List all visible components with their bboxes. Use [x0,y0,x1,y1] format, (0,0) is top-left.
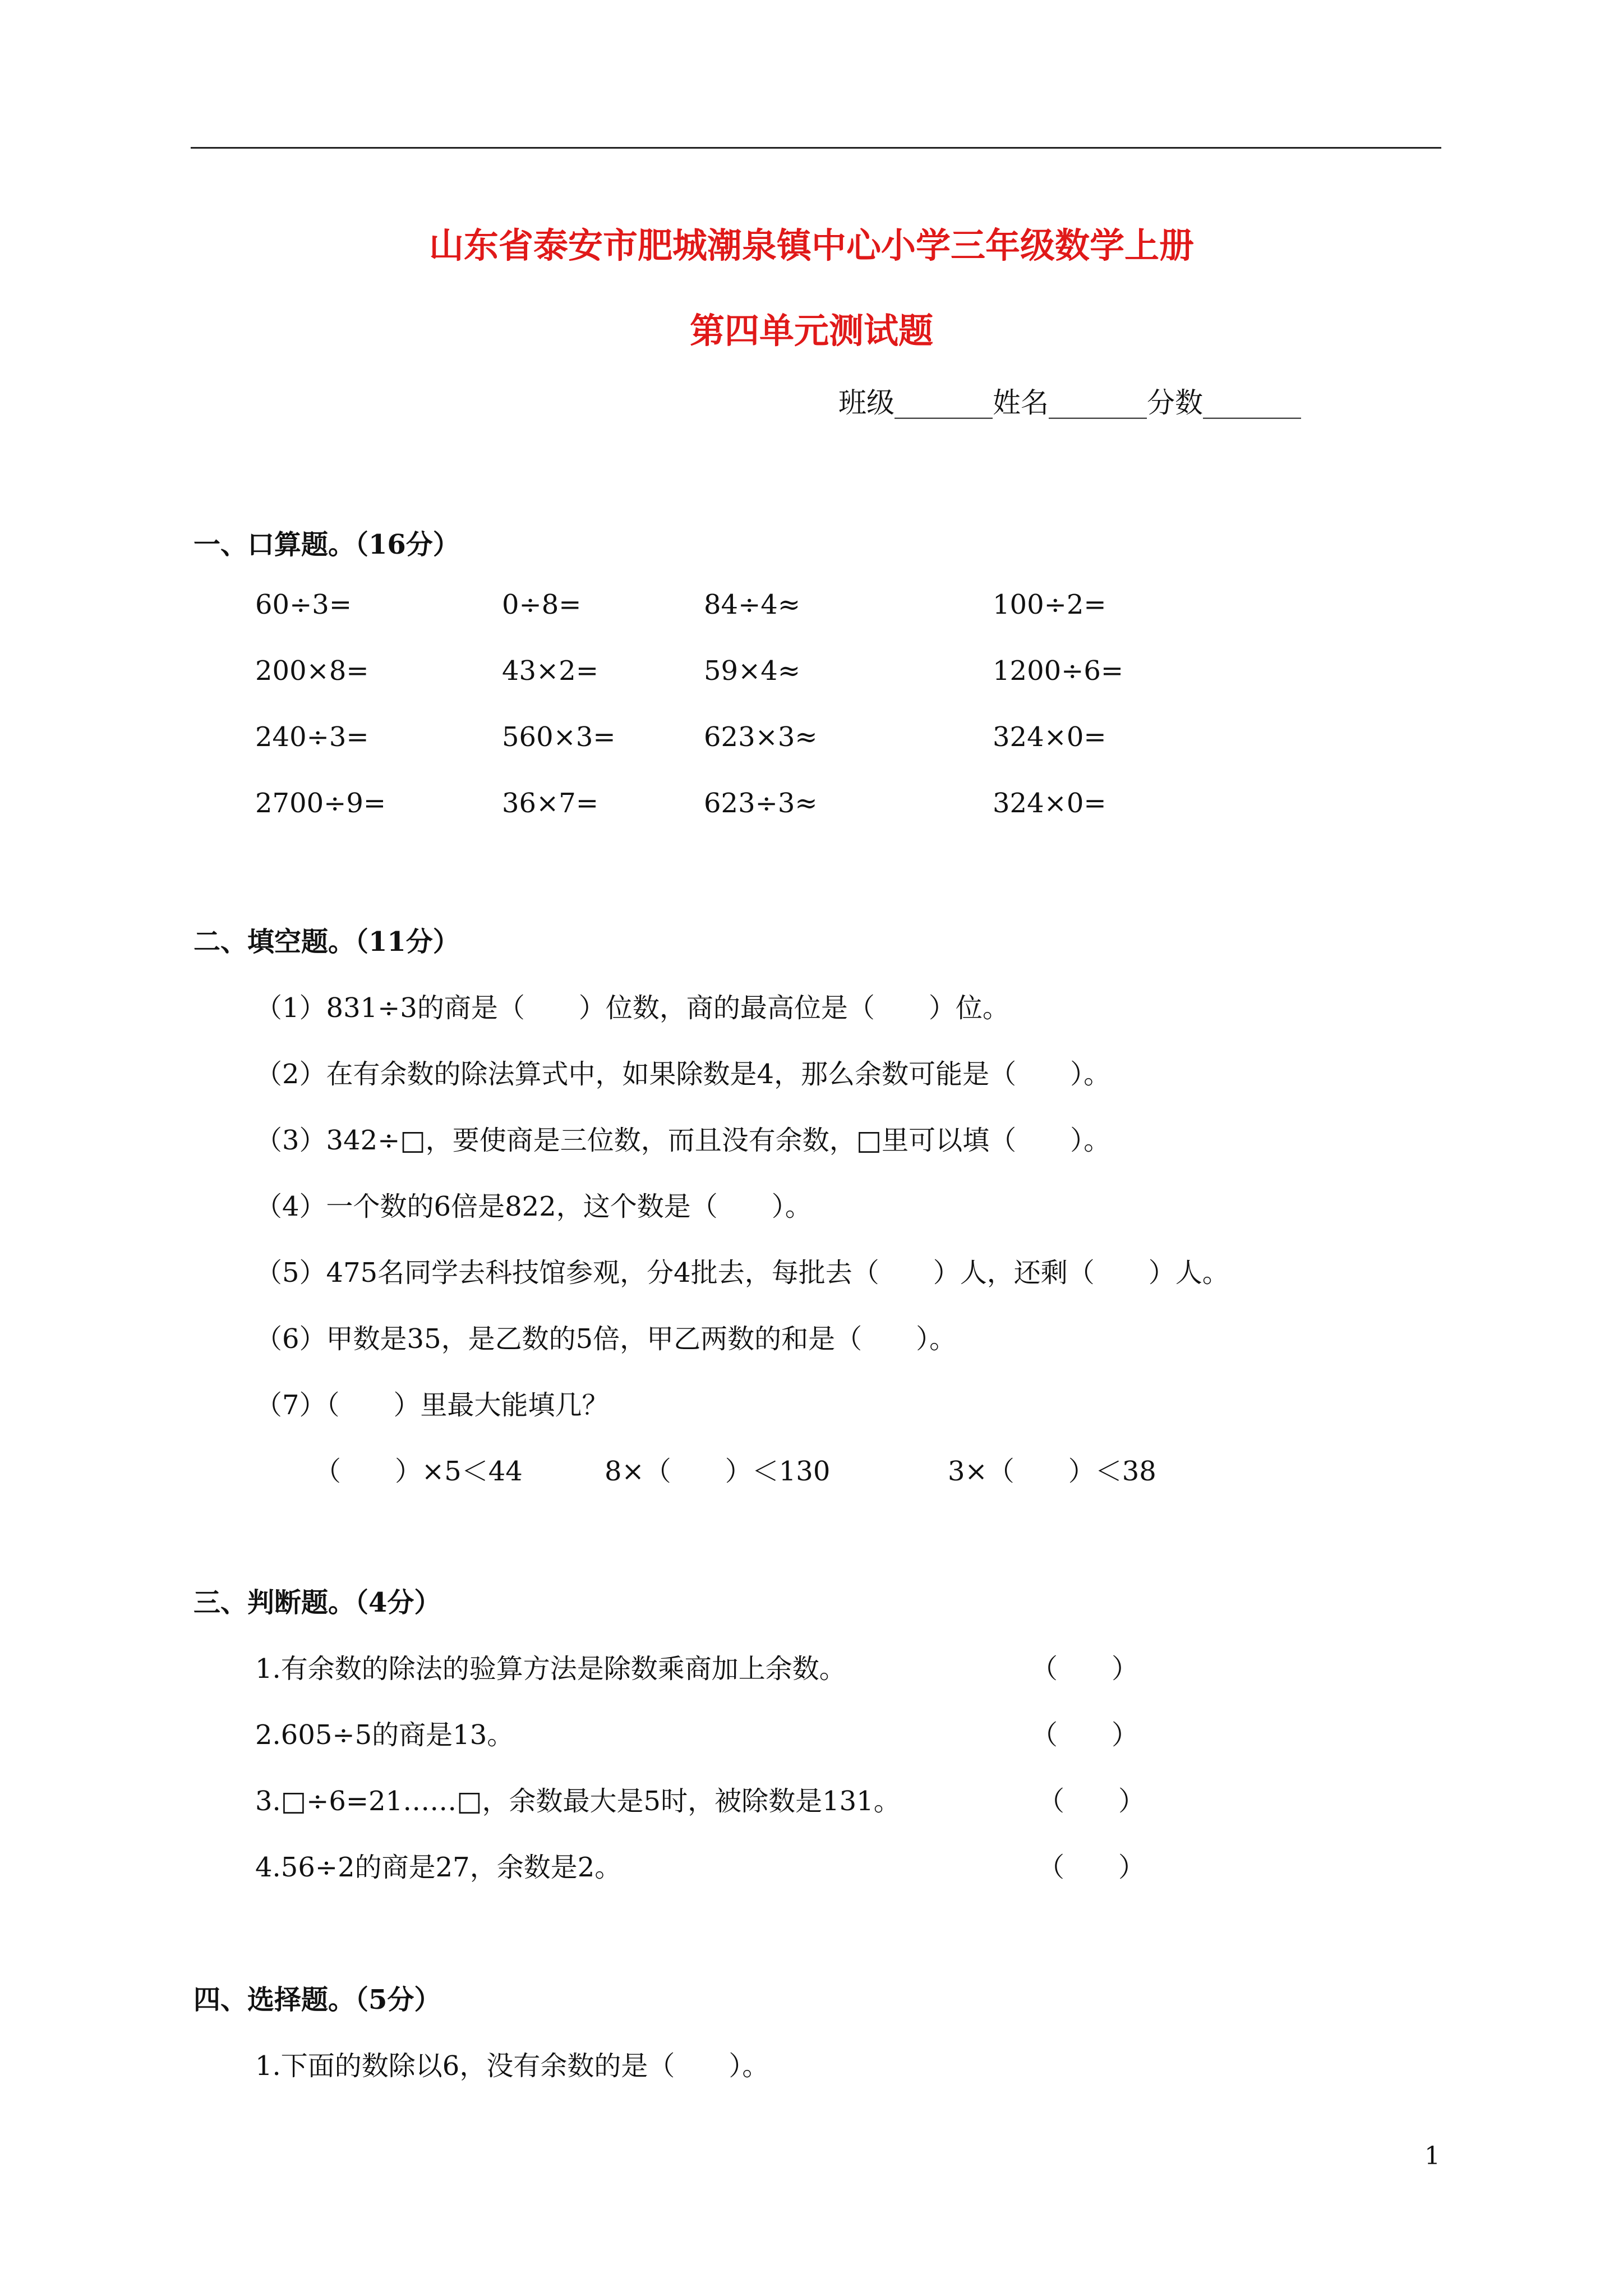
calc-item: 43×2= [502,655,599,687]
fill-blank-subitem: （ ）×5＜44 [314,1456,523,1487]
fill-blank-item: （5）475名同学去科技馆参观，分4批去，每批去（ ）人，还剩（ ）人。 [255,1257,1229,1289]
page-subtitle: 第四单元测试题 [689,310,933,351]
true-false-item: 1.有余数的除法的验算方法是除数乘商加上余数。 [255,1653,846,1685]
fill-blank-item: （6）甲数是35，是乙数的5倍，甲乙两数的和是（ ）。 [255,1323,957,1355]
calc-item: 84÷4≈ [704,589,801,620]
calc-item: 100÷2= [993,589,1106,620]
calc-item: 324×0= [993,788,1106,819]
section-heading-fill-blank: 二、填空题。（11分） [193,926,460,958]
calc-item: 623×3≈ [704,721,818,753]
calc-item: 60÷3= [255,589,352,620]
section-heading-multiple-choice: 四、选择题。（5分） [193,1984,441,2016]
true-false-item: 2.605÷5的商是13。 [255,1719,514,1751]
fill-blank-item: （4）一个数的6倍是822，这个数是（ ）。 [255,1191,812,1222]
fill-blank-item: （7）（ ）里最大能填几？ [255,1389,609,1421]
true-false-answer-box: （ ） [1038,1852,1146,1883]
calc-item: 560×3= [502,721,616,753]
fill-blank-item: （3）342÷□，要使商是三位数，而且没有余数，□里可以填（ ）。 [255,1125,1111,1156]
true-false-answer-box: （ ） [1031,1719,1139,1751]
calc-item: 200×8= [255,655,369,687]
fill-blank-subitem: 8×（ ）＜130 [605,1456,831,1487]
fill-blank-subitem: 3×（ ）＜38 [948,1456,1156,1487]
true-false-answer-box: （ ） [1038,1786,1146,1817]
page-number: 1 [1424,2142,1440,2170]
calc-item: 0÷8= [502,589,582,620]
calc-item: 1200÷6= [993,655,1124,687]
true-false-answer-box: （ ） [1031,1653,1139,1685]
section-heading-oral-calc: 一、口算题。（16分） [193,529,460,560]
true-false-item: 3.□÷6=21……□，余数最大是5时，被除数是131。 [255,1786,901,1817]
multiple-choice-item: 1.下面的数除以6，没有余数的是（ ）。 [255,2050,769,2082]
true-false-item: 4.56÷2的商是27，余数是2。 [255,1852,622,1883]
calc-item: 324×0= [993,721,1106,753]
calc-item: 59×4≈ [704,655,801,687]
page-title: 山东省泰安市肥城潮泉镇中心小学三年级数学上册 [428,225,1194,266]
fill-blank-item: （2）在有余数的除法算式中，如果除数是4，那么余数可能是（ ）。 [255,1059,1111,1090]
calc-item: 36×7= [502,788,599,819]
calc-item: 2700÷9= [255,788,386,819]
section-heading-true-false: 三、判断题。（4分） [193,1587,441,1618]
calc-item: 240÷3= [255,721,369,753]
top-rule [191,147,1441,149]
calc-item: 623÷3≈ [704,788,818,819]
student-info-line: 班级_______姓名_______分数_______ [838,386,1301,419]
fill-blank-item: （1）831÷3的商是（ ）位数，商的最高位是（ ）位。 [255,992,1009,1024]
